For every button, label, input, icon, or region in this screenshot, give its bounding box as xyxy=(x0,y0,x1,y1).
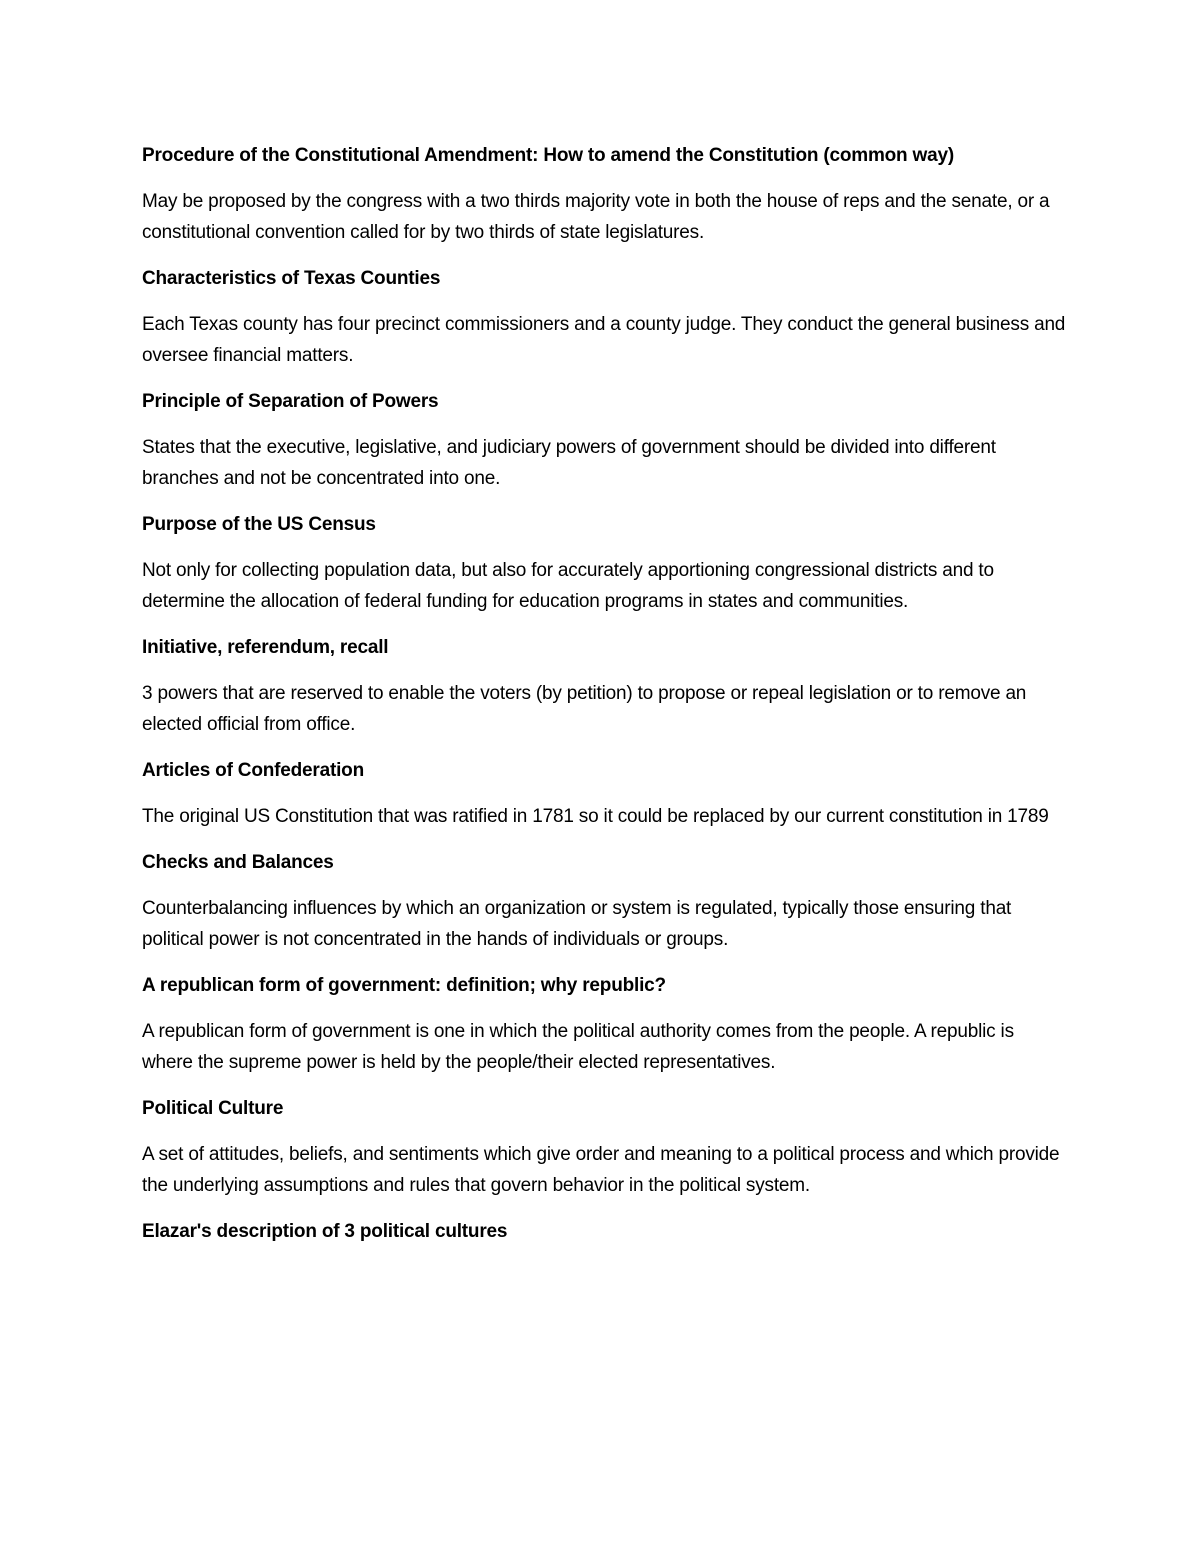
section-heading: Characteristics of Texas Counties xyxy=(142,268,441,289)
section-heading: A republican form of government: definition; why republic? xyxy=(142,975,666,996)
section-body: Counterbalancing influences by which an organization or system is regulated, typically those ensuring that political power is not concentrated in the hands of individuals or groups. xyxy=(142,898,1012,950)
section-heading: Checks and Balances xyxy=(142,852,334,873)
section-heading: Political Culture xyxy=(142,1098,284,1119)
section-separation-of-powers xyxy=(142,386,1067,494)
section-texas-counties xyxy=(142,263,1067,371)
section-constitutional-amendment xyxy=(142,140,1067,248)
section-political-culture xyxy=(142,1093,1067,1201)
section-heading: Purpose of the US Census xyxy=(142,514,376,535)
section-us-census xyxy=(142,509,1067,617)
section-body: A set of attitudes, beliefs, and sentiments which give order and meaning to a political process and which provide the underlying assumptions and rules that govern behavior in the political system. xyxy=(142,1144,1060,1196)
section-heading: Principle of Separation of Powers xyxy=(142,391,439,412)
section-body: The original US Constitution that was ratified in 1781 so it could be replaced by our current constitution in 1789 xyxy=(142,806,1049,827)
section-heading: Initiative, referendum, recall xyxy=(142,637,389,658)
section-body: Each Texas county has four precinct commissioners and a county judge. They conduct the general business and oversee financial matters. xyxy=(142,314,1066,366)
section-body: A republican form of government is one in which the political authority comes from the people. A republic is where the supreme power is held by the people/their elected representatives. xyxy=(142,1021,1014,1073)
document-content xyxy=(142,140,1067,1262)
section-checks-and-balances xyxy=(142,847,1067,955)
section-heading: Articles of Confederation xyxy=(142,760,364,781)
section-elazar-political-cultures xyxy=(142,1216,1067,1247)
section-body: States that the executive, legislative, and judiciary powers of government should be divided into different branches and not be concentrated into one. xyxy=(142,437,996,489)
section-heading: Procedure of the Constitutional Amendment: How to amend the Constitution (common way) xyxy=(142,145,954,166)
section-republican-government xyxy=(142,970,1067,1078)
section-articles-of-confederation xyxy=(142,755,1067,832)
section-body: 3 powers that are reserved to enable the voters (by petition) to propose or repeal legislation or to remove an elected official from office. xyxy=(142,683,1027,735)
section-body: Not only for collecting population data, but also for accurately apportioning congressional districts and to determine the allocation of federal funding for education programs in states and communities. xyxy=(142,560,994,612)
section-initiative-referendum-recall xyxy=(142,632,1067,740)
section-heading: Elazar's description of 3 political cultures xyxy=(142,1221,508,1242)
section-body: May be proposed by the congress with a two thirds majority vote in both the house of reps and the senate, or a constitutional convention called for by two thirds of state legislatures. xyxy=(142,191,1050,243)
